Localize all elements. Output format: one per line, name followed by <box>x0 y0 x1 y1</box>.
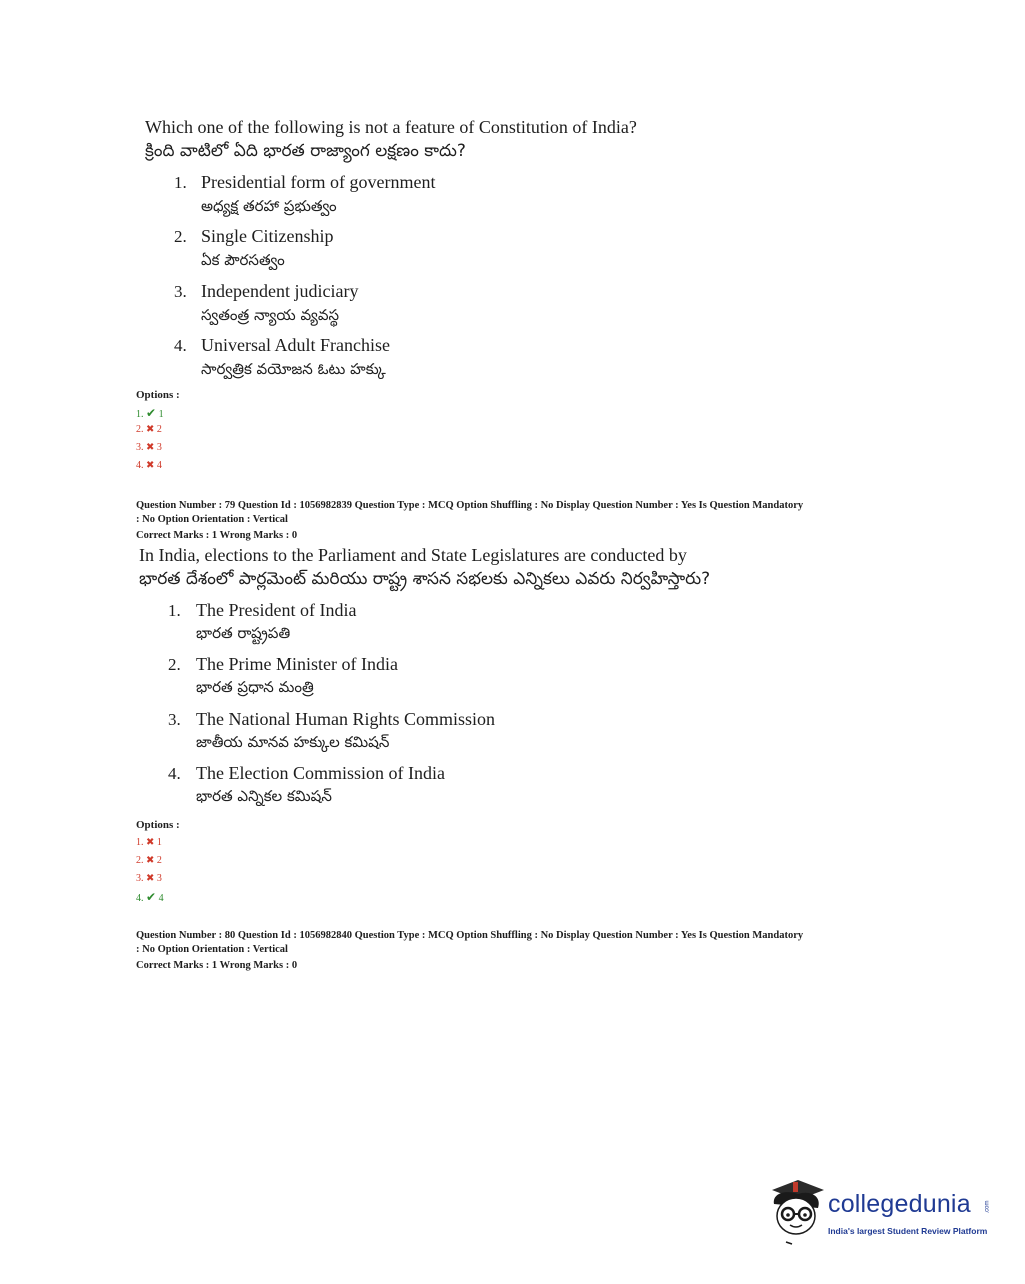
option-number: 1. <box>174 173 187 192</box>
question-meta-line3: Correct Marks : 1 Wrong Marks : 0 <box>136 530 298 541</box>
question-text-en: In India, elections to the Parliament and State Legislatures are conducted by <box>139 545 687 565</box>
answer-mark-1 <box>136 837 162 848</box>
option-text-te: భారత రాష్ట్రపతి <box>196 624 291 642</box>
check-icon: ✔ <box>146 890 157 904</box>
mark-value: 4 <box>156 460 162 471</box>
mark-value: 4 <box>158 893 164 904</box>
answer-mark-2 <box>136 855 162 866</box>
option-text-en: The Election Commission of India <box>196 763 445 783</box>
answer-mark-2 <box>136 424 162 435</box>
question-meta-line3: Correct Marks : 1 Wrong Marks : 0 <box>136 960 298 971</box>
answer-mark-1 <box>136 406 164 421</box>
option-number: 2. <box>174 227 187 246</box>
answer-mark-3 <box>136 442 162 453</box>
mark-value: 2 <box>156 855 162 866</box>
cross-icon: ✖ <box>146 873 155 884</box>
mark-value: 3 <box>156 873 162 884</box>
mark-label: 4. <box>136 460 144 471</box>
option-text-te: సార్వత్రిక వయోజన ఓటు హక్కు <box>201 360 386 378</box>
option-number: 3. <box>168 710 181 729</box>
option-number: 2. <box>168 655 181 674</box>
question-meta-line2: : No Option Orientation : Vertical <box>136 514 288 525</box>
check-icon: ✔ <box>146 406 157 420</box>
question-meta-line1: Question Number : 80 Question Id : 1056982840 Question Type : MCQ Option Shuffling : No Display Question Number : Yes Is Question Mandatory <box>136 930 804 941</box>
question-meta-line2: : No Option Orientation : Vertical <box>136 944 288 955</box>
logo-tagline: India's largest Student Review Platform <box>828 1226 988 1236</box>
option-text-te: జాతీయ మానవ హక్కుల కమిషన్ <box>196 733 390 751</box>
option-number: 4. <box>174 336 187 355</box>
mark-value: 1 <box>156 837 162 848</box>
option-text-te: అధ్యక్ష తరహా ప్రభుత్వం <box>201 197 337 215</box>
mark-label: 1. <box>136 409 144 420</box>
mark-label: 2. <box>136 855 144 866</box>
question-meta-line1: Question Number : 79 Question Id : 1056982839 Question Type : MCQ Option Shuffling : No Display Question Number : Yes Is Question Mandatory <box>136 500 804 511</box>
option-text-en: Universal Adult Franchise <box>201 335 390 355</box>
mark-value: 3 <box>156 442 162 453</box>
option-number: 1. <box>168 601 181 620</box>
option-text-en: The Prime Minister of India <box>196 654 398 674</box>
question-text-te: భారత దేశంలో పార్లమెంట్ మరియు రాష్ట్ర శాసన సభలకు ఎన్నికలు ఎవరు నిర్వహిస్తారు? <box>139 569 711 589</box>
answer-mark-4 <box>136 460 162 471</box>
logo-wordmark: collegedunia <box>828 1190 971 1218</box>
option-text-te: భారత ఎన్నికల కమిషన్ <box>196 787 332 805</box>
cross-icon: ✖ <box>146 837 155 848</box>
cross-icon: ✖ <box>146 460 155 471</box>
option-text-te: స్వతంత్ర న్యాయ వ్యవస్థ <box>201 306 340 324</box>
question-text-te: క్రింది వాటిలో ఏది భారత రాజ్యాంగ లక్షణం కాదు? <box>145 141 466 161</box>
option-text-en: The President of India <box>196 600 357 620</box>
option-number: 4. <box>168 764 181 783</box>
mascot-icon <box>768 1178 826 1248</box>
option-text-te: భారత ప్రధాన మంత్రి <box>196 678 314 696</box>
collegedunia-logo <box>768 1178 998 1248</box>
mark-value: 2 <box>156 424 162 435</box>
option-text-en: Independent judiciary <box>201 281 359 301</box>
option-text-en: The National Human Rights Commission <box>196 709 495 729</box>
answer-mark-3 <box>136 873 162 884</box>
cross-icon: ✖ <box>146 442 155 453</box>
mark-value: 1 <box>158 409 164 420</box>
option-text-en: Single Citizenship <box>201 226 334 246</box>
option-text-te: ఏక పౌరసత్వం <box>201 251 285 269</box>
mark-label: 3. <box>136 442 144 453</box>
mark-label: 2. <box>136 424 144 435</box>
answer-mark-4 <box>136 890 164 905</box>
option-text-en: Presidential form of government <box>201 172 436 192</box>
logo-com: .com <box>984 1200 991 1214</box>
options-label: Options : <box>136 389 180 401</box>
question-text-en: Which one of the following is not a feature of Constitution of India? <box>145 117 637 137</box>
mark-label: 1. <box>136 837 144 848</box>
cross-icon: ✖ <box>146 424 155 435</box>
mark-label: 3. <box>136 873 144 884</box>
mark-label: 4. <box>136 893 144 904</box>
options-label: Options : <box>136 819 180 831</box>
option-number: 3. <box>174 282 187 301</box>
cross-icon: ✖ <box>146 855 155 866</box>
